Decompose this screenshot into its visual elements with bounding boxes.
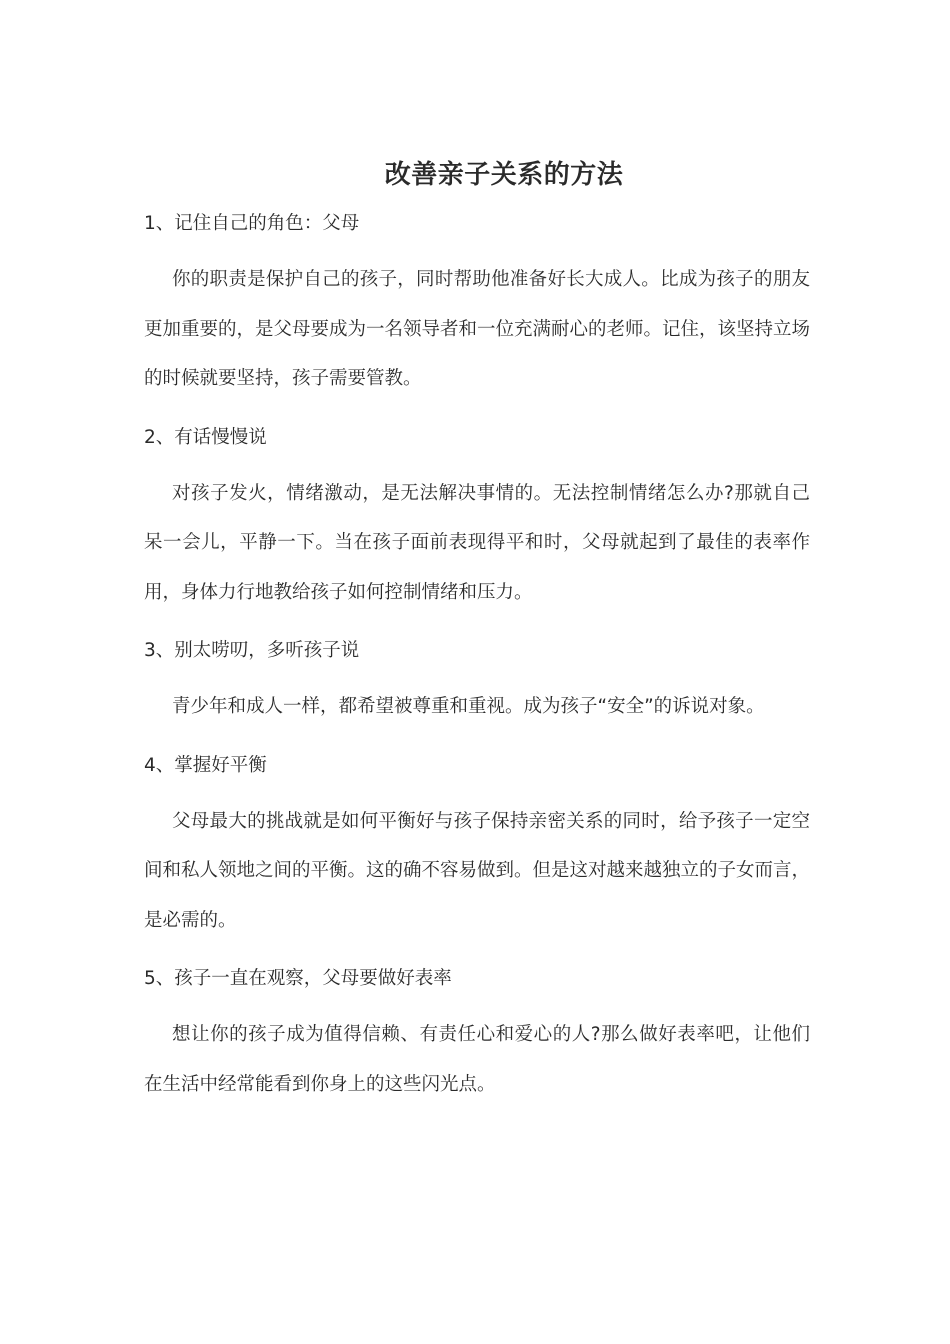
- section-heading: 2、有话慢慢说: [144, 426, 267, 448]
- section-4: [144, 748, 810, 962]
- section-2: [144, 420, 810, 634]
- section-3: [144, 633, 810, 748]
- section-5: [144, 961, 810, 1109]
- section-paragraph: 父母最大的挑战就是如何平衡好与孩子保持亲密关系的同时，给予孩子一定空间和私人领地之间的平衡。这的确不容易做到。但是这对越来越独立的子女而言，是必需的。: [144, 810, 811, 931]
- section-heading: 5、孩子一直在观察，父母要做好表率: [144, 968, 452, 989]
- document-body: [144, 206, 810, 1109]
- section-paragraph: 你的职责是保护自己的孩子，同时帮助他准备好长大成人。比成为孩子的朋友更加重要的，是父母要成为一名领导者和一位充满耐心的老师。记住，该坚持立场的时候就要坚持，孩子需要管教。: [144, 269, 811, 389]
- section-paragraph: 想让你的孩子成为值得信赖、有责任心和爱心的人?那么做好表率吧，让他们在生活中经常能看到你身上的这些闪光点。: [144, 1024, 810, 1095]
- section-heading: 1、记住自己的角色：父母: [144, 213, 360, 234]
- document-title: 改善亲子关系的方法: [384, 160, 624, 190]
- section-paragraph: 对孩子发火，情绪激动，是无法解决事情的。无法控制情绪怎么办?那就自己呆一会儿，平静一下。当在孩子面前表现得平和时，父母就起到了最佳的表率作用，身体力行地教给孩子如何控制情绪和压力。: [144, 482, 810, 603]
- section-paragraph: 青少年和成人一样，都希望被尊重和重视。成为孩子“安全”的诉说对象。: [172, 696, 765, 717]
- section-1: [144, 206, 810, 420]
- section-heading: 3、别太唠叨，多听孩子说: [144, 640, 360, 661]
- section-heading: 4、掌握好平衡: [144, 754, 267, 776]
